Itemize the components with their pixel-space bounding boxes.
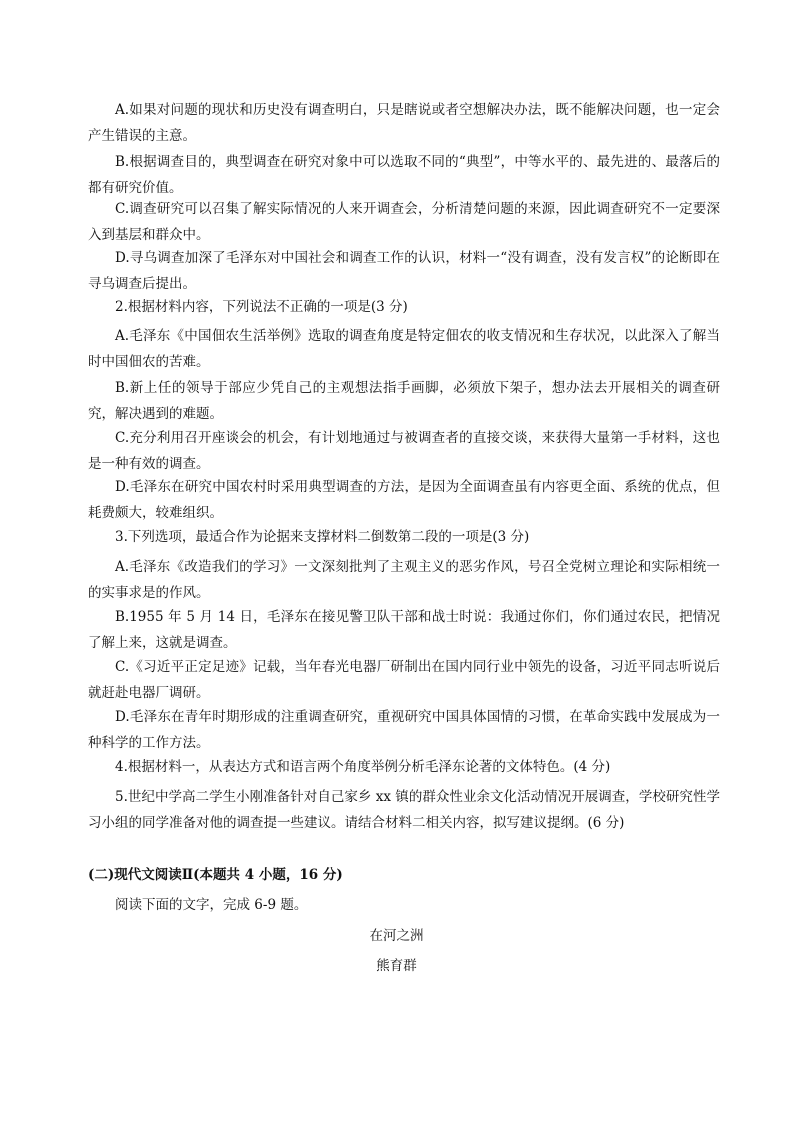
q2-option-a: A.毛泽东《中国佃农生活举例》选取的调查角度是特定佃农的收支情况和生存状况，以此深入了解当时中国佃农的苦难。	[88, 328, 720, 370]
q4-stem: 4.根据材料一，从表达方式和语言两个角度举例分析毛泽东论著的文体特色。(4 分)	[115, 759, 611, 775]
q3-option-b: B.1955 年 5 月 14 日，毛泽东在接见警卫队干部和战士时说：我通过你们，你们通过农民，把情况了解上来，这就是调查。	[88, 609, 720, 651]
section-heading: (二)现代文阅读Ⅱ(本题共 4 小题，16 分)	[88, 867, 343, 883]
q2-option-b: B.新上任的领导于部应少凭自己的主观想法指手画脚，必须放下架子，想办法去开展相关的调查研究，解决遇到的难题。	[88, 380, 720, 422]
q1-option-d: D.寻乌调查加深了毛泽东对中国社会和调查工作的认识，材料一“没有调查，没有发言权”的论断即在寻乌调查后提出。	[88, 250, 720, 292]
q1-option-b: B.根据调查目的，典型调查在研究对象中可以选取不同的“典型”，中等水平的、最先进的、最落后的都有研究价值。	[88, 154, 720, 196]
q2-option-d: D.毛泽东在研究中国农村时采用典型调查的方法，是因为全面调查虽有内容更全面、系统的优点，但耗费颇大，较难组织。	[88, 479, 720, 521]
q3-option-d: D.毛泽东在青年时期形成的注重调查研究，重视研究中国具体国情的习惯，在革命实践中发展成为一种科学的工作方法。	[88, 709, 720, 751]
q1-option-c: C.调查研究可以召集了解实际情况的人来开调查会，分析清楚问题的来源，因此调查研究不一定要深入到基层和群众中。	[88, 201, 720, 243]
q3-option-a: A.毛泽东《改造我们的学习》一文深刻批判了主观主义的恶劣作风，号召全党树立理论和实际相统一的实事求是的作风。	[88, 559, 720, 601]
article-title: 在河之洲	[369, 928, 424, 944]
q2-option-c: C.充分利用召开座谈会的机会，有计划地通过与被调查者的直接交谈，来获得大量第一手材料，这也是一种有效的调查。	[88, 430, 720, 472]
q1-option-a: A.如果对问题的现状和历史没有调查明白，只是瞎说或者空想解决办法，既不能解决问题，也一定会产生错误的主意。	[88, 102, 720, 144]
q3-option-c: C.《习近平正定足迹》记载，当年春光电器厂研制出在国内同行业中领先的设备，习近平同志听说后就赶赴电器厂调研。	[88, 659, 720, 701]
section-instruction: 阅读下面的文字，完成 6-9 题。	[115, 897, 308, 913]
q2-stem: 2.根据材料内容，下列说法不正确的一项是(3 分)	[115, 299, 408, 315]
article-author: 熊育群	[376, 958, 417, 974]
q5-stem: 5.世纪中学高二学生小刚准备针对自己家乡 xx 镇的群众性业余文化活动情况开展调查，学校研究性学习小组的同学准备对他的调查提一些建议。请结合材料二相关内容，拟写建议提纲。(6 分)	[88, 789, 720, 831]
q3-stem: 3.下列选项，最适合作为论据来支撑材料二倒数第二段的一项是(3 分)	[115, 529, 530, 545]
